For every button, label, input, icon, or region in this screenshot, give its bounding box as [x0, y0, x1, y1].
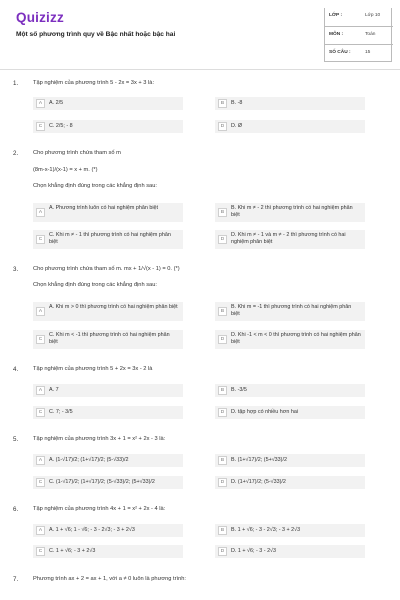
- answer-option-a[interactable]: [33, 97, 183, 110]
- answer-option-b[interactable]: [215, 454, 365, 467]
- option-letter-box: A: [36, 99, 45, 108]
- info-label: MÔN :: [329, 32, 344, 37]
- option-text: D. Khi -1 < m < 0 thì phương trình có hai nghiệm phân biệt: [231, 332, 361, 345]
- answer-option-d[interactable]: [215, 120, 365, 133]
- info-row-question-count: [325, 44, 393, 62]
- question-text: Tập nghiệm của phương trình 3x + 1 = x² + 2x - 3 là:: [33, 436, 166, 442]
- option-text: C. 2/5; - 8: [49, 123, 73, 129]
- answer-option-b[interactable]: [215, 384, 365, 397]
- option-letter-box: C: [36, 478, 45, 487]
- option-text: D. tập hợp có nhiều hơn hai: [231, 409, 299, 415]
- option-text: D. (1+√17)/2; (5-√33)/2: [231, 479, 286, 485]
- option-text: C. 1 + √6; - 3 + 2√3: [49, 548, 96, 554]
- option-letter-box: B: [218, 386, 227, 395]
- option-letter-box: B: [218, 456, 227, 465]
- option-text: A. Khi m > 0 thì phương trình có hai nghiệm phân biệt: [49, 304, 178, 310]
- option-text: B. Khi m = -1 thì phương trình có hai nghiệm phân biệt: [231, 304, 352, 317]
- question-text: Tập nghiệm của phương trình 5 - 2x = 3x + 3 là:: [33, 80, 155, 86]
- option-letter-box: B: [218, 526, 227, 535]
- question-text: Tập nghiệm của phương trình 4x + 1 = x² + 2x - 4 là:: [33, 506, 166, 512]
- option-letter-box: A: [36, 386, 45, 395]
- answer-option-b[interactable]: [215, 97, 365, 110]
- info-label: SỐ CÂU :: [329, 50, 351, 55]
- option-text: B. -8: [231, 100, 243, 106]
- worksheet-info-box: [324, 8, 392, 62]
- option-letter-box: B: [218, 208, 227, 217]
- quizizz-logo: Quizizz: [16, 10, 64, 25]
- question-prompt: Chọn khẳng định đúng trong các khẳng định sau:: [33, 183, 157, 189]
- answer-option-c[interactable]: [33, 406, 183, 419]
- answer-option-c[interactable]: [33, 476, 183, 489]
- option-letter-box: B: [218, 99, 227, 108]
- option-text: A. 7: [49, 387, 59, 393]
- option-text: D. Khi m ≠ - 1 và m ≠ - 2 thì phương trình có hai nghiệm phân biệt: [231, 232, 346, 245]
- info-row-subject: [325, 26, 393, 44]
- answer-option-a[interactable]: [33, 302, 183, 321]
- header-divider: [0, 69, 400, 70]
- info-label: LỚP :: [329, 13, 343, 18]
- question-number: 2.: [13, 150, 19, 157]
- option-text: B. Khi m ≠ - 2 thì phương trình có hai nghiệm phân biệt: [231, 205, 353, 218]
- option-letter-box: B: [218, 307, 227, 316]
- answer-option-c[interactable]: [33, 230, 183, 249]
- question-number: 1.: [13, 80, 19, 87]
- question-formula: (8m-x-1)/(x-1) = x + m. (*): [33, 167, 98, 173]
- info-value: Toán: [365, 32, 376, 37]
- worksheet-header: [0, 0, 400, 62]
- option-text: C. Khi m < -1 thì phương trình có hai nghiệm phân biệt: [49, 332, 170, 345]
- option-letter-box: D: [218, 235, 227, 244]
- option-text: B. (1+√17)/2; (5+√33)/2: [231, 457, 287, 463]
- worksheet-title: Một số phương trình quy về Bậc nhất hoặc bậc hai: [16, 31, 176, 38]
- option-text: A. Phương trình luôn có hai nghiệm phân biệt: [49, 205, 159, 211]
- question-number: 3.: [13, 266, 19, 273]
- answer-option-a[interactable]: [33, 203, 183, 222]
- answer-option-d[interactable]: [215, 330, 365, 349]
- option-letter-box: D: [218, 408, 227, 417]
- option-text: A. 1 + √6; 1 - √6; - 3 - 2√3; - 3 + 2√3: [49, 527, 135, 533]
- answer-option-b[interactable]: [215, 524, 365, 537]
- option-letter-box: C: [36, 335, 45, 344]
- answer-option-a[interactable]: [33, 384, 183, 397]
- question-text: Cho phương trình chứa tham số m: [33, 150, 121, 156]
- answer-option-c[interactable]: [33, 330, 183, 349]
- option-letter-box: A: [36, 526, 45, 535]
- option-text: A. (1-√17)/2; (1+√17)/2; (5-√33)/2: [49, 457, 129, 463]
- option-text: C. Khi m ≠ - 1 thì phương trình có hai nghiệm phân biệt: [49, 232, 171, 245]
- option-letter-box: D: [218, 478, 227, 487]
- question-text: Phương trình ax + 2 = ax + 1, với a ≠ 0 luôn là phương trình:: [33, 576, 186, 582]
- question-number: 6.: [13, 506, 19, 513]
- option-letter-box: D: [218, 122, 227, 131]
- option-letter-box: C: [36, 235, 45, 244]
- info-row-class: [325, 8, 393, 26]
- option-text: B. 1 + √6; - 3 - 2√3; - 3 + 2√3: [231, 527, 301, 533]
- answer-option-d[interactable]: [215, 230, 365, 249]
- option-text: C. 7; - 3/5: [49, 409, 73, 415]
- question-prompt: Chọn khẳng định đúng trong các khẳng định sau:: [33, 282, 157, 288]
- question-number: 7.: [13, 576, 19, 583]
- option-text: A. 2/5: [49, 100, 64, 106]
- option-letter-box: C: [36, 547, 45, 556]
- option-letter-box: A: [36, 307, 45, 316]
- option-letter-box: D: [218, 547, 227, 556]
- option-text: D. Ø: [231, 123, 243, 129]
- info-value: 15: [365, 50, 371, 55]
- question-number: 5.: [13, 436, 19, 443]
- option-letter-box: A: [36, 208, 45, 217]
- option-letter-box: C: [36, 408, 45, 417]
- option-text: C. (1-√17)/2; (1+√17)/2; (5-√33)/2; (5+√33)/2: [49, 479, 155, 485]
- answer-option-d[interactable]: [215, 406, 365, 419]
- answer-option-d[interactable]: [215, 545, 365, 558]
- answer-option-a[interactable]: [33, 454, 183, 467]
- question-text: Cho phương trình chứa tham số m. mx + 1/√(x - 1) = 0. (*): [33, 266, 180, 272]
- info-value: Lớp 10: [365, 13, 381, 18]
- option-letter-box: A: [36, 456, 45, 465]
- answer-option-a[interactable]: [33, 524, 183, 537]
- option-letter-box: D: [218, 335, 227, 344]
- answer-option-b[interactable]: [215, 302, 365, 321]
- answer-option-b[interactable]: [215, 203, 365, 222]
- option-text: D. 1 + √6; - 3 - 2√3: [231, 548, 277, 554]
- answer-option-d[interactable]: [215, 476, 365, 489]
- option-text: B. -3/5: [231, 387, 247, 393]
- question-number: 4.: [13, 366, 19, 373]
- question-text: Tập nghiệm của phương trình 5 + 2x = 3x - 2 là: [33, 366, 153, 372]
- answer-option-c[interactable]: [33, 545, 183, 558]
- answer-option-c[interactable]: [33, 120, 183, 133]
- option-letter-box: C: [36, 122, 45, 131]
